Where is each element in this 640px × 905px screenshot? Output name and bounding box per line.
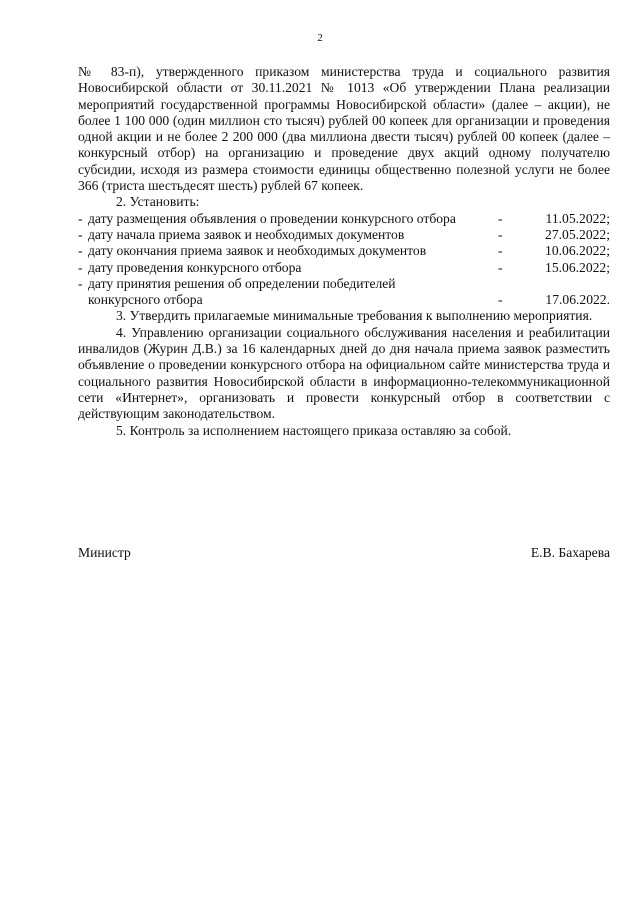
list-item-text: дату окончания приема заявок и необходимых документов [88, 243, 427, 259]
signature-block [78, 545, 610, 561]
list-item-date: 10.06.2022; [545, 243, 610, 259]
paragraph-1: № 83-п), утвержденного приказом министерства труда и социального развития Новосибирской области от 30.11.2021 № 1013 «Об утверждении Плана реализации мероприятий государственной программы Новосибирской области» (далее – акции), не более 1 100 000 (один миллион сто тысяч) рублей 00 копеек для организации и проведения одной акции и не более 2 200 000 (два миллиона двести тысяч) рублей 00 копеек (далее – конкурсный отбор) на организацию и проведение двух акций одному получателю субсидии, исходя из размера стоимости единицы общественно полезной услуги не более 366 (триста шестьдесят шесть) рублей 67 копеек. [78, 64, 610, 194]
signatory-title: Министр [78, 545, 131, 560]
list-dash: - [78, 275, 83, 291]
list-dash: - [78, 210, 83, 226]
list-item [78, 260, 610, 276]
list-dash: - [78, 226, 83, 242]
list-item-text-line-1: дату принятия решения об определении победителей [88, 275, 396, 291]
list-item-date: 11.05.2022; [545, 210, 610, 226]
list-item-text [88, 276, 498, 309]
list-item-text: дату размещения объявления о проведении конкурсного отбора [88, 210, 456, 226]
paragraph-2-heading: 2. Установить: [116, 194, 200, 210]
dates-list [78, 211, 610, 309]
list-item-text-line-2: конкурсного отбора [88, 292, 203, 308]
list-item [78, 243, 610, 259]
paragraph-3: 3. Утвердить прилагаемые минимальные требования к выполнению мероприятия. [116, 308, 593, 324]
list-item-date: 27.05.2022; [545, 226, 610, 242]
list-separator: - [498, 210, 503, 226]
list-item-text: дату проведения конкурсного отбора [88, 259, 302, 275]
document-body [78, 64, 610, 439]
list-separator: - [498, 292, 503, 308]
paragraph-4: 4. Управлению организации социального обслуживания населения и реабилитации инвалидов (Журин Д.В.) за 16 календарных дней до дня начала приема заявок разместить объявление о проведении конкурсного отбора на официальном сайте министерства труда и социального развития Новосибирской области в информационно-телекоммуникационной сети «Интернет», организовать и провести конкурсный отбор в соответствии с действующим законодательством. [78, 324, 610, 422]
list-item-date: 17.06.2022. [545, 292, 610, 308]
list-item [78, 211, 610, 227]
list-dash: - [78, 259, 83, 275]
paragraph-5: 5. Контроль за исполнением настоящего приказа оставляю за собой. [116, 422, 512, 438]
list-item [78, 276, 610, 309]
list-separator: - [498, 243, 503, 259]
list-separator: - [498, 226, 503, 242]
list-dash: - [78, 243, 83, 259]
list-item-date: 15.06.2022; [545, 259, 610, 275]
list-item-text: дату начала приема заявок и необходимых документов [88, 226, 405, 242]
signatory-name: Е.В. Бахарева [530, 545, 610, 560]
list-separator: - [498, 259, 503, 275]
list-item [78, 227, 610, 243]
page-number: 2 [317, 32, 323, 44]
